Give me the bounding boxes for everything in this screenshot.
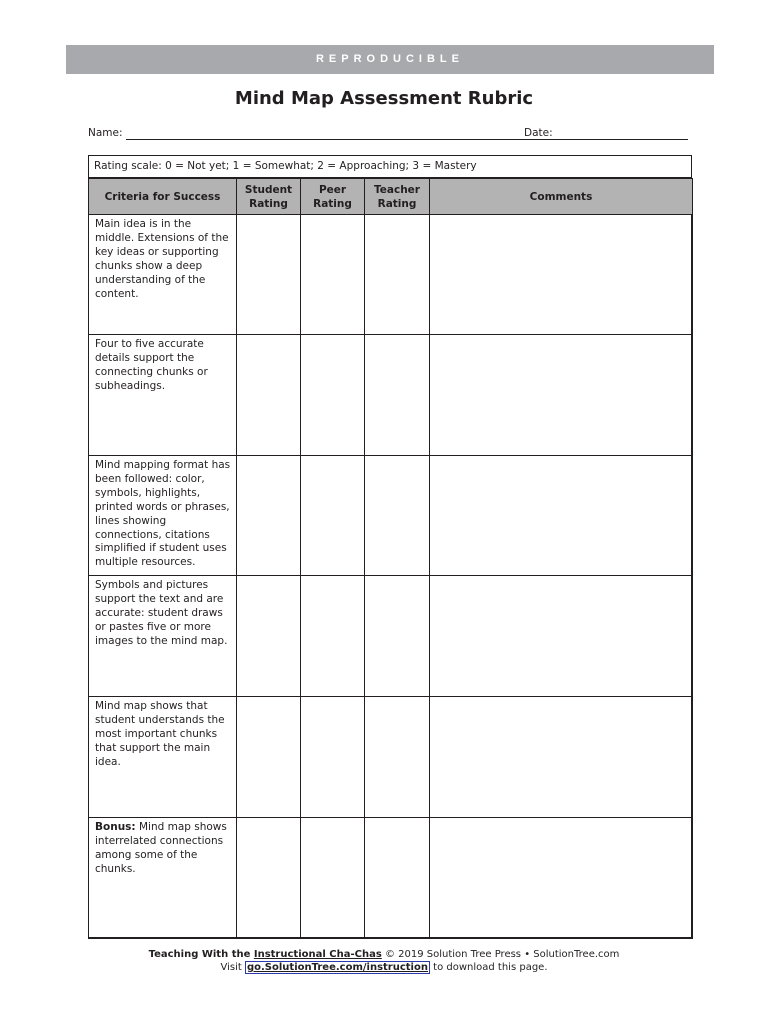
footer-download-line: Visit go.SolutionTree.com/instruction to download this page. [220, 962, 548, 973]
table-row [89, 576, 693, 697]
name-label: Name: [88, 127, 123, 139]
criteria-cell: Four to five accurate details support the connecting chunks or subheadings. [89, 335, 237, 456]
student-rating-cell[interactable] [237, 576, 301, 697]
name-date-row [88, 126, 688, 142]
peer-rating-cell[interactable] [301, 456, 365, 576]
comments-cell[interactable] [430, 697, 693, 818]
date-field[interactable] [555, 139, 688, 140]
banner-label: REPRODUCIBLE [315, 53, 464, 65]
peer-rating-cell[interactable] [301, 576, 365, 697]
comments-cell[interactable] [430, 335, 693, 456]
comments-cell[interactable] [430, 576, 693, 697]
rating-scale: Rating scale: 0 = Not yet; 1 = Somewhat; 2 = Approaching; 3 = Mastery [89, 156, 691, 178]
teacher-rating-cell[interactable] [365, 456, 430, 576]
criteria-cell: Mind mapping format has been followed: color, symbols, highlights, printed words or phrases, lines showing connections, citations simplified if student uses multiple resources. [89, 456, 237, 576]
rubric-container [88, 155, 692, 938]
copyright-text: © 2019 Solution Tree Press • SolutionTree.com [381, 949, 620, 960]
book-title: Teaching With the Instructional Cha-Chas [148, 949, 382, 960]
student-rating-cell[interactable] [237, 697, 301, 818]
criteria-cell: Symbols and pictures support the text and are accurate: student draws or pastes five or more images to the mind map. [89, 576, 237, 697]
peer-rating-cell[interactable] [301, 215, 365, 335]
student-rating-cell[interactable] [237, 215, 301, 335]
date-label: Date: [524, 127, 553, 139]
criteria-cell: Mind map shows that student understands the most important chunks that support the main idea. [89, 697, 237, 818]
student-rating-header: Student Rating [237, 179, 301, 215]
teacher-rating-cell[interactable] [365, 335, 430, 456]
table-row [89, 697, 693, 818]
criteria-header: Criteria for Success [89, 179, 237, 215]
table-row [89, 335, 693, 456]
reproducible-banner [66, 45, 714, 74]
page-footer [0, 948, 768, 974]
student-rating-cell[interactable] [237, 818, 301, 939]
header-row [89, 179, 693, 215]
table-row [89, 456, 693, 576]
teacher-rating-cell[interactable] [365, 215, 430, 335]
criteria-cell: Main idea is in the middle. Extensions of the key ideas or supporting chunks show a deep understanding of the content. [89, 215, 237, 335]
name-field[interactable] [126, 139, 608, 140]
rubric-table [88, 178, 693, 939]
comments-cell[interactable] [430, 456, 693, 576]
download-link[interactable]: go.SolutionTree.com/instruction [246, 962, 428, 973]
teacher-rating-cell[interactable] [365, 818, 430, 939]
teacher-rating-cell[interactable] [365, 697, 430, 818]
student-rating-cell[interactable] [237, 335, 301, 456]
footer-credit-line [0, 948, 768, 961]
teacher-rating-cell[interactable] [365, 576, 430, 697]
teacher-rating-header: Teacher Rating [365, 179, 430, 215]
student-rating-cell[interactable] [237, 456, 301, 576]
table-row [89, 215, 693, 335]
peer-rating-cell[interactable] [301, 335, 365, 456]
comments-cell[interactable] [430, 215, 693, 335]
peer-rating-cell[interactable] [301, 818, 365, 939]
table-row [89, 818, 693, 939]
peer-rating-header: Peer Rating [301, 179, 365, 215]
page-title: Mind Map Assessment Rubric [234, 88, 534, 109]
comments-cell[interactable] [430, 818, 693, 939]
criteria-cell: Bonus: Mind map shows interrelated connections among some of the chunks. [89, 818, 237, 939]
peer-rating-cell[interactable] [301, 697, 365, 818]
comments-header: Comments [430, 179, 693, 215]
